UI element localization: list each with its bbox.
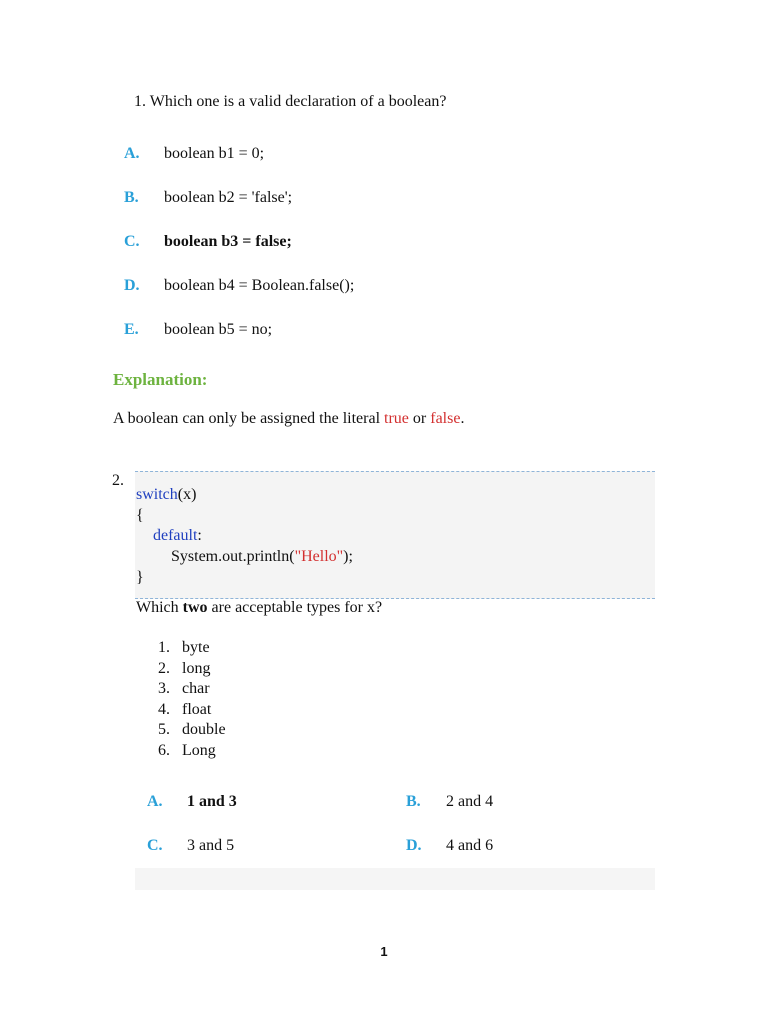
option-letter: A.: [124, 145, 140, 162]
answer-letter: B.: [406, 793, 421, 810]
list-label: float: [182, 700, 212, 718]
code-line-println: [171, 547, 353, 567]
keyword-switch: switch: [136, 486, 178, 503]
answer-text-correct: 1 and 3: [187, 793, 237, 810]
list-number: 1.: [158, 639, 170, 656]
literal-false: false: [430, 410, 461, 427]
option-text: boolean b1 = 0;: [164, 145, 265, 162]
list-number: 2.: [158, 659, 170, 677]
list-label: byte: [182, 639, 210, 656]
code-line-switch: [136, 485, 196, 505]
explanation-middle: or: [408, 410, 431, 427]
code-line-open-brace: {: [136, 507, 144, 524]
option-text-correct: boolean b3 = false;: [164, 233, 292, 250]
list-label: Long: [182, 741, 216, 759]
option-letter: B.: [124, 189, 139, 206]
list-number: 6.: [158, 741, 170, 759]
answer-text: 4 and 6: [446, 837, 494, 854]
answer-grid: [135, 780, 655, 890]
option-letter: C.: [124, 233, 140, 250]
answer-letter: C.: [147, 837, 163, 854]
prompt-prefix: Which: [136, 599, 183, 616]
explanation-heading: Explanation:: [113, 370, 208, 389]
code-line-close-brace: }: [136, 569, 144, 586]
option-text: boolean b5 = no;: [164, 321, 273, 338]
list-item: [158, 720, 226, 741]
code-string-literal: "Hello": [294, 548, 344, 565]
page-number: 1: [380, 944, 388, 959]
list-number: 4.: [158, 700, 170, 718]
list-item: [158, 741, 226, 762]
answer-letter: A.: [147, 793, 163, 810]
answer-text: 3 and 5: [187, 837, 235, 854]
answer-text: 2 and 4: [446, 793, 494, 810]
explanation-prefix: A boolean can only be assigned the literal: [113, 410, 385, 427]
question-1-title: 1. Which one is a valid declaration of a boolean?: [134, 93, 447, 110]
prompt-suffix: are acceptable types for x?: [207, 599, 383, 616]
explanation-body: [113, 410, 464, 428]
list-number: 3.: [158, 680, 170, 698]
list-item: [158, 638, 226, 659]
option-text: boolean b4 = Boolean.false();: [164, 277, 355, 294]
literal-true: true: [384, 410, 409, 427]
code-switch-arg: (x): [177, 486, 197, 503]
code-block: [135, 471, 655, 599]
list-number: 5.: [158, 721, 170, 739]
type-list: [158, 638, 226, 762]
option-letter: D.: [124, 277, 140, 294]
code-println-suffix: );: [343, 548, 353, 565]
list-label: char: [182, 680, 210, 698]
answer-letter: D.: [406, 837, 422, 854]
explanation-suffix: .: [460, 410, 465, 427]
keyword-default: default: [153, 527, 198, 544]
option-letter: E.: [124, 321, 139, 338]
list-item: [158, 700, 226, 721]
code-println-prefix: System.out.println(: [171, 548, 295, 565]
question-2-number: 2.: [112, 472, 124, 489]
list-item: [158, 659, 226, 680]
list-item: [158, 679, 226, 700]
code-default-colon: :: [197, 527, 202, 544]
code-line-default: [153, 526, 202, 546]
list-label: long: [182, 659, 211, 677]
list-label: double: [182, 721, 226, 739]
question-2-prompt: [136, 599, 382, 617]
prompt-emphasis: two: [182, 599, 208, 616]
option-text: boolean b2 = 'false';: [164, 189, 293, 206]
